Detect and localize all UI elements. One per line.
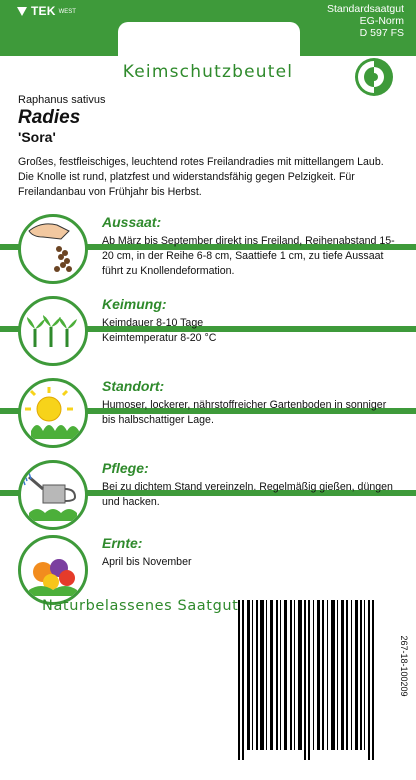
section-body: Keimdauer 8-10 Tage Keimtemperatur 8-20 °C	[102, 317, 217, 344]
brand-name: TEK	[31, 4, 56, 18]
footer-title: Naturbelassenes Saatgut	[42, 598, 239, 614]
side-code	[388, 595, 409, 755]
section-body: Ab März bis September direkt ins Freiland, Reihenabstand 15-20 cm, in der Reihe 6-8 cm, Saattiefe 1 cm, zu tiefe Aussaat führt zu Knollendeformation.	[102, 235, 395, 277]
section-title: Standort:	[102, 378, 165, 394]
section-title: Aussaat:	[102, 214, 162, 230]
sun-icon	[18, 378, 88, 448]
section-body: Bei zu dichtem Stand vereinzeln. Regelmäßig gießen, düngen und hacken.	[102, 481, 393, 508]
seedling-icon	[18, 296, 88, 366]
section-title: Keimung:	[102, 296, 167, 312]
variety-name: 'Sora'	[18, 129, 56, 145]
latin-name: Raphanus sativus	[18, 94, 106, 106]
standard-line-3: D 597 FS	[359, 27, 404, 39]
standard-line-2: EG-Norm	[359, 15, 404, 27]
brand-mark-icon	[16, 5, 28, 17]
green-dot-icon	[354, 57, 394, 97]
section-body: Humoser, lockerer, nährstoffreicher Gartenboden in sonniger bis halbschattiger Lage.	[102, 399, 387, 426]
barcode	[232, 600, 382, 768]
section-body: April bis November	[102, 556, 192, 568]
side-code-text: 267-18-100209	[399, 635, 409, 697]
label-window	[118, 22, 300, 56]
section-title: Ernte:	[102, 535, 143, 551]
section-title: Pflege:	[102, 460, 149, 476]
brand-logo	[16, 4, 76, 18]
harvest-icon	[18, 535, 88, 605]
plant-name: Radies	[18, 107, 81, 128]
description: Großes, festfleischiges, leuchtend rotes Freilandradies mit mittellangem Laub. Die Knolle ist rund, platzfest und widerstandsfähig gegen Pelzigkeit. Für Freilandanbau von Frühjahr bis Herbst.	[18, 156, 384, 198]
brand-suffix: WEST	[58, 9, 76, 15]
standard-info	[327, 3, 404, 39]
standard-line-1: Standardsaatgut	[326, 3, 404, 15]
bag-type-title: Keimschutzbeutel	[122, 62, 294, 82]
seed-sowing-icon	[18, 214, 88, 284]
watering-can-icon	[18, 460, 88, 530]
